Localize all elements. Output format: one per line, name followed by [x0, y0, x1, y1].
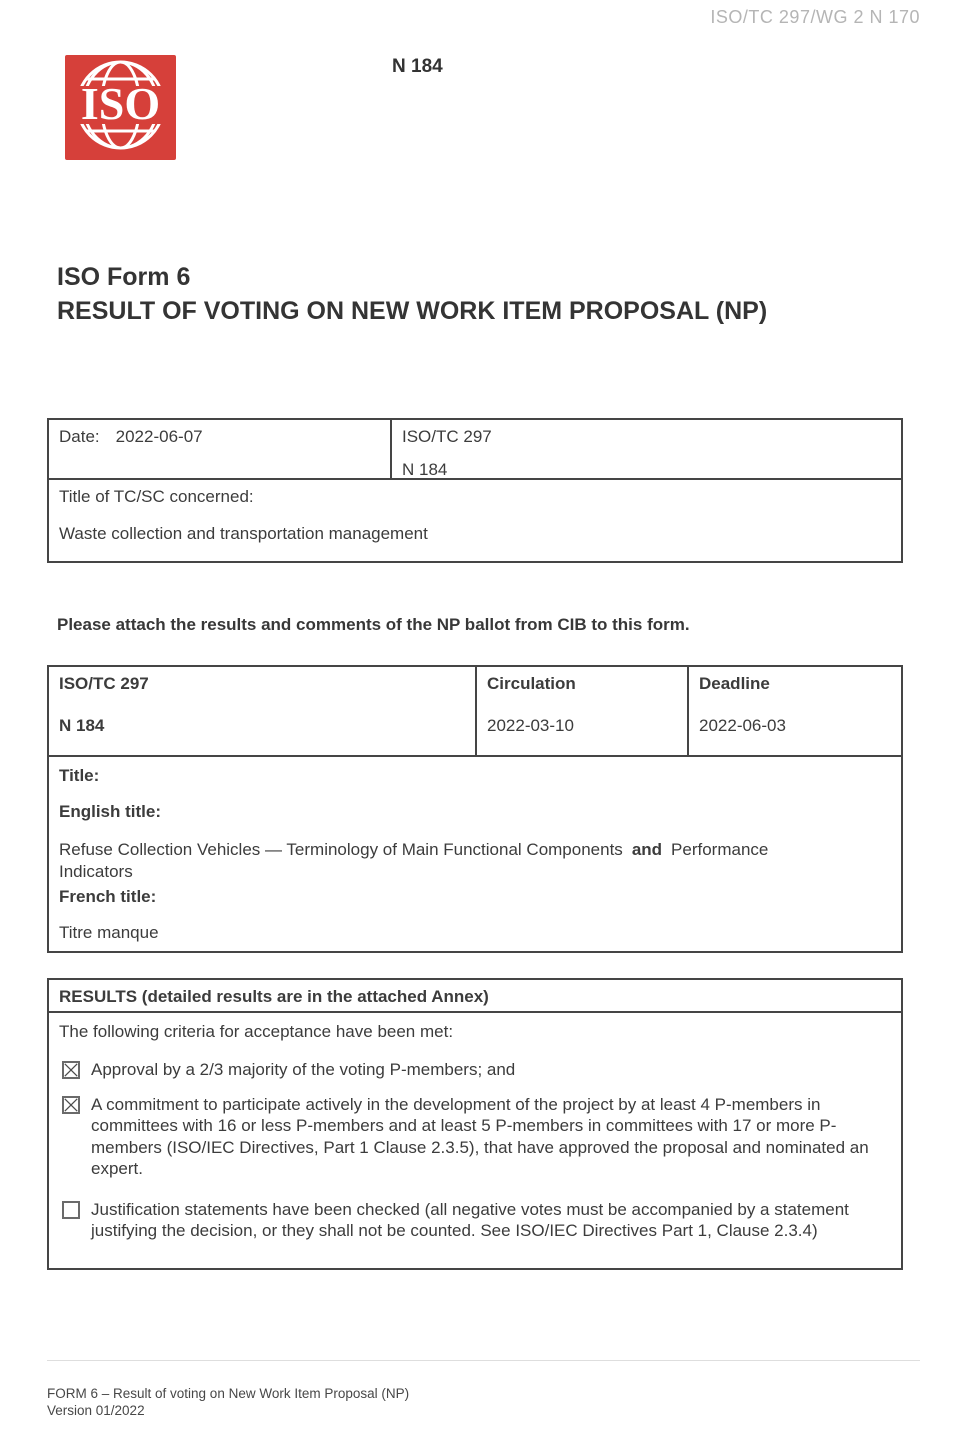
- justification-checkbox[interactable]: [62, 1201, 80, 1219]
- tc-title-label: Title of TC/SC concerned:: [59, 487, 254, 506]
- document-reference: ISO/TC 297/WG 2 N 170: [710, 7, 920, 27]
- circulation-label: Circulation: [487, 674, 576, 693]
- iso-logo: [65, 55, 176, 160]
- results-body: [49, 1013, 901, 1268]
- footer-divider: [47, 1360, 920, 1361]
- iso-logo-text: ISO: [80, 78, 161, 129]
- deadline-date: 2022-06-03: [699, 716, 786, 735]
- form-title-line1: ISO Form 6: [57, 263, 191, 291]
- circulation-date: 2022-03-10: [487, 716, 574, 735]
- tc-title-cell: [49, 480, 901, 561]
- attach-note: Please attach the results and comments of the NP ballot from CIB to this form.: [57, 615, 690, 634]
- iso-globe-icon: [65, 55, 176, 160]
- committee-cell: [392, 420, 901, 478]
- tc-title-value: Waste collection and transportation management: [59, 524, 428, 543]
- ballot-table-row-1: [49, 667, 901, 757]
- ballot-committee-cell: [49, 667, 477, 755]
- circulation-cell: [477, 667, 689, 755]
- english-title-and: and: [631, 840, 663, 859]
- criterion-commitment: [59, 1094, 891, 1180]
- committee-name: ISO/TC 297: [402, 427, 492, 446]
- english-title-line2: Indicators: [59, 862, 133, 881]
- info-table: [47, 418, 903, 563]
- title-cell: [49, 757, 901, 951]
- form-title: [57, 260, 927, 328]
- criterion-commitment-text: A commitment to participate actively in the development of the project by at least 4 P-members in committees with 16 or less P-members and at least 5 P-members in committees with 17 or more P-members (ISO/IEC Directives, Part 1 Clause 2.3.5), that have approved the proposal and nominated an expert.: [91, 1094, 869, 1178]
- english-title-label: English title:: [59, 802, 161, 821]
- date-cell: [49, 420, 392, 478]
- results-header: RESULTS (detailed results are in the attached Annex): [49, 980, 901, 1013]
- results-table: [47, 978, 903, 1270]
- document-number: N 184: [392, 56, 443, 77]
- french-title-label: French title:: [59, 887, 157, 906]
- french-title-value: Titre manque: [59, 923, 159, 942]
- criterion-approval: [59, 1059, 891, 1081]
- english-title-value: [59, 839, 891, 883]
- criterion-justification-text: Justification statements have been checked (all negative votes must be accompanied by a statement justifying the decision, or they shall not be counted. See ISO/IEC Directives Part 1, Clause 2.3.4): [91, 1199, 849, 1240]
- criterion-justification: [59, 1199, 891, 1242]
- english-title-pre: Refuse Collection Vehicles — Terminology of Main Functional Components: [59, 840, 623, 859]
- form-title-line2: RESULT OF VOTING ON NEW WORK ITEM PROPOSAL (NP): [57, 297, 768, 325]
- date-value: 2022-06-07: [115, 427, 203, 446]
- results-intro: The following criteria for acceptance have been met:: [59, 1022, 454, 1041]
- deadline-cell: [689, 667, 901, 755]
- title-label: Title:: [59, 766, 100, 785]
- english-title-post: Performance: [671, 840, 769, 859]
- ballot-doc-number: N 184: [59, 716, 105, 735]
- commitment-checkbox[interactable]: [62, 1096, 80, 1114]
- ballot-committee-name: ISO/TC 297: [59, 674, 149, 693]
- approval-checkbox[interactable]: [62, 1061, 80, 1079]
- ballot-table: [47, 665, 903, 953]
- footer-version: Version 01/2022: [47, 1403, 145, 1418]
- footer-form-name: FORM 6 – Result of voting on New Work Item Proposal (NP): [47, 1386, 410, 1401]
- criterion-approval-text: Approval by a 2/3 majority of the voting P-members; and: [91, 1060, 516, 1079]
- deadline-label: Deadline: [699, 674, 770, 693]
- footer: [47, 1385, 409, 1419]
- date-label: Date:: [59, 427, 100, 446]
- info-table-row-1: [49, 420, 901, 480]
- committee-doc-number: N 184: [402, 460, 448, 479]
